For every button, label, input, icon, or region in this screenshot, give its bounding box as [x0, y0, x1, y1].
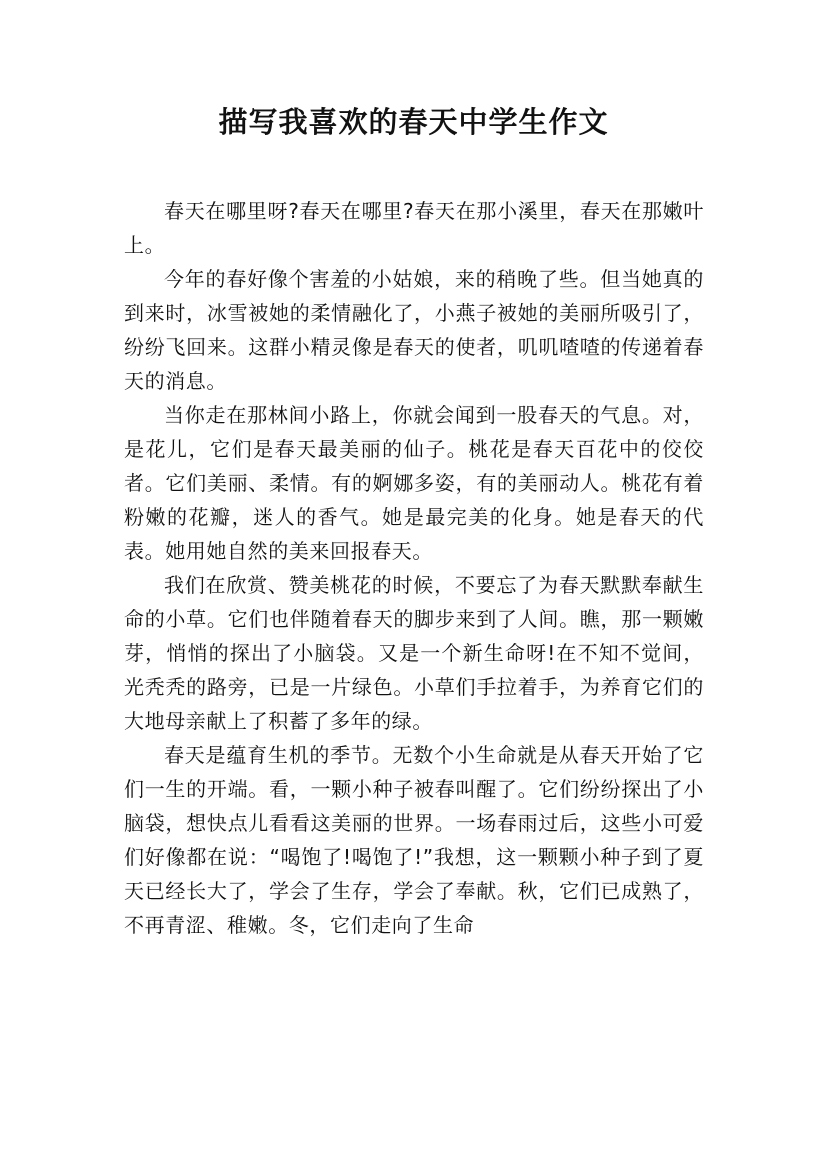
document-title: 描写我喜欢的春天中学生作文 — [218, 105, 609, 139]
paragraph-3: 当你走在那林间小路上，你就会闻到一股春天的气息。对，是花儿，它们是春天最美丽的仙子。桃花是春天百花中的佼佼者。它们美丽、柔情。有的婀娜多姿，有的美丽动人。桃花有着粉嫩的花瓣，迷人的香气。她是最完美的化身。她是春天的代表。她用她自然的美来回报春天。 — [124, 403, 704, 563]
paragraph-4: 我们在欣赏、赞美桃花的时候，不要忘了为春天默默奉献生命的小草。它们也伴随着春天的脚步来到了人间。瞧，那一颗嫩芽，悄悄的探出了小脑袋。又是一个新生命呀!在不知不觉间，光秃秃的路旁，已是一片绿色。小草们手拉着手，为养育它们的大地母亲献上了积蓄了多年的绿。 — [124, 573, 704, 733]
paragraph-1: 春天在哪里呀?春天在哪里?春天在那小溪里，春天在那嫩叶上。 — [124, 199, 704, 257]
paragraph-2: 今年的春好像个害羞的小姑娘，来的稍晚了些。但当她真的到来时，冰雪被她的柔情融化了，小燕子被她的美丽所吸引了，纷纷飞回来。这群小精灵像是春天的使者，叽叽喳喳的传递着春天的消息。 — [124, 267, 704, 393]
document-body — [124, 194, 704, 942]
paragraph-5: 春天是蕴育生机的季节。无数个小生命就是从春天开始了它们一生的开端。看，一颗小种子被春叫醒了。它们纷纷探出了小脑袋，想快点儿看看这美丽的世界。一场春雨过后，这些小可爱们好像都在说：“喝饱了!喝饱了!”我想，这一颗颗小种子到了夏天已经长大了，学会了生存，学会了奉献。秋，它们已成熟了，不再青涩、稚嫩。冬，它们走向了生命 — [124, 743, 704, 937]
